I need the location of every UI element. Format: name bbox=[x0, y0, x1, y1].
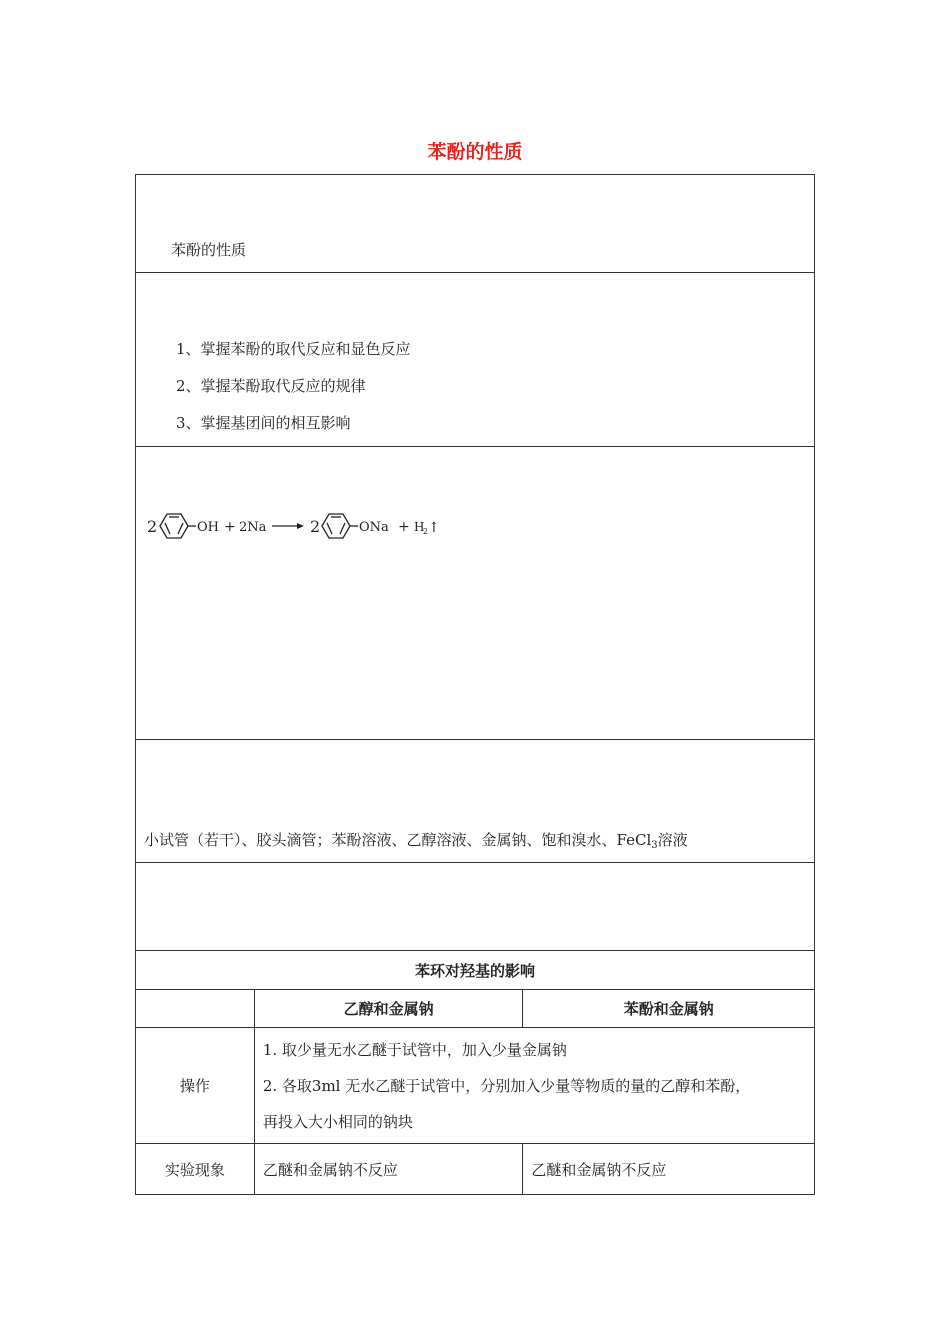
equation-h: H bbox=[414, 520, 425, 534]
phenomenon-phenol: 乙醚和金属钠不反应 bbox=[523, 1144, 815, 1195]
operation-step-2-line-2: 再投入大小相同的钠块 bbox=[262, 1112, 413, 1131]
equation-coef-1: 2 bbox=[147, 517, 158, 536]
equation-reagent-na: 2Na bbox=[239, 520, 267, 535]
corner-cell bbox=[136, 990, 255, 1028]
topic-text: 苯酚的性质 bbox=[171, 241, 247, 259]
benzene-ring-icon bbox=[322, 514, 358, 538]
operation-step-1: 1. 取少量无水乙醚于试管中，加入少量金属钠 bbox=[262, 1040, 567, 1059]
goal-item-3: 3、掌握基团间的相互影响 bbox=[176, 414, 351, 432]
blank-section bbox=[135, 862, 815, 951]
equation-h-sub: 2 bbox=[423, 527, 429, 536]
equation-section bbox=[135, 446, 815, 740]
benzene-ring-icon bbox=[160, 514, 196, 538]
goal-item-2: 2、掌握苯酚取代反应的规律 bbox=[176, 377, 366, 395]
topic-section bbox=[135, 174, 815, 273]
materials-text: 小试管（若干）、胶头滴管；苯酚溶液、乙醇溶液、金属钠、饱和溴水、FeCl$_3$溶液 bbox=[144, 831, 688, 851]
reaction-arrow-icon bbox=[272, 523, 304, 529]
row-label-operation: 操作 bbox=[136, 1028, 255, 1144]
page-title: 苯酚的性质 bbox=[427, 141, 523, 163]
goals-section bbox=[135, 272, 815, 447]
column-header-ethanol: 乙醇和金属钠 bbox=[254, 990, 523, 1028]
equation-group-ona: ONa bbox=[359, 520, 389, 535]
equation-coef-2: 2 bbox=[310, 517, 321, 536]
equation-plus-2: + bbox=[398, 519, 410, 535]
goal-item-1: 1、掌握苯酚的取代反应和显色反应 bbox=[176, 340, 411, 358]
experiment-heading: 苯环对羟基的影响 bbox=[136, 951, 815, 990]
column-header-phenol: 苯酚和金属钠 bbox=[523, 990, 815, 1028]
equation-group-oh: OH bbox=[197, 520, 219, 535]
equation-gas-arrow: ↑ bbox=[428, 520, 440, 536]
row-label-phenomenon: 实验现象 bbox=[136, 1144, 255, 1195]
operation-step-2-line-1: 2. 各取3ml 无水乙醚于试管中，分别加入少量等物质的量的乙醇和苯酚， bbox=[262, 1076, 751, 1095]
experiment-table bbox=[135, 950, 815, 1195]
operation-cell bbox=[254, 1028, 814, 1144]
equation-plus-1: + bbox=[224, 519, 236, 535]
materials-subscript: 3 bbox=[651, 840, 658, 851]
phenomenon-ethanol: 乙醚和金属钠不反应 bbox=[254, 1144, 523, 1195]
materials-section bbox=[135, 739, 815, 863]
reaction-equation bbox=[144, 503, 484, 553]
